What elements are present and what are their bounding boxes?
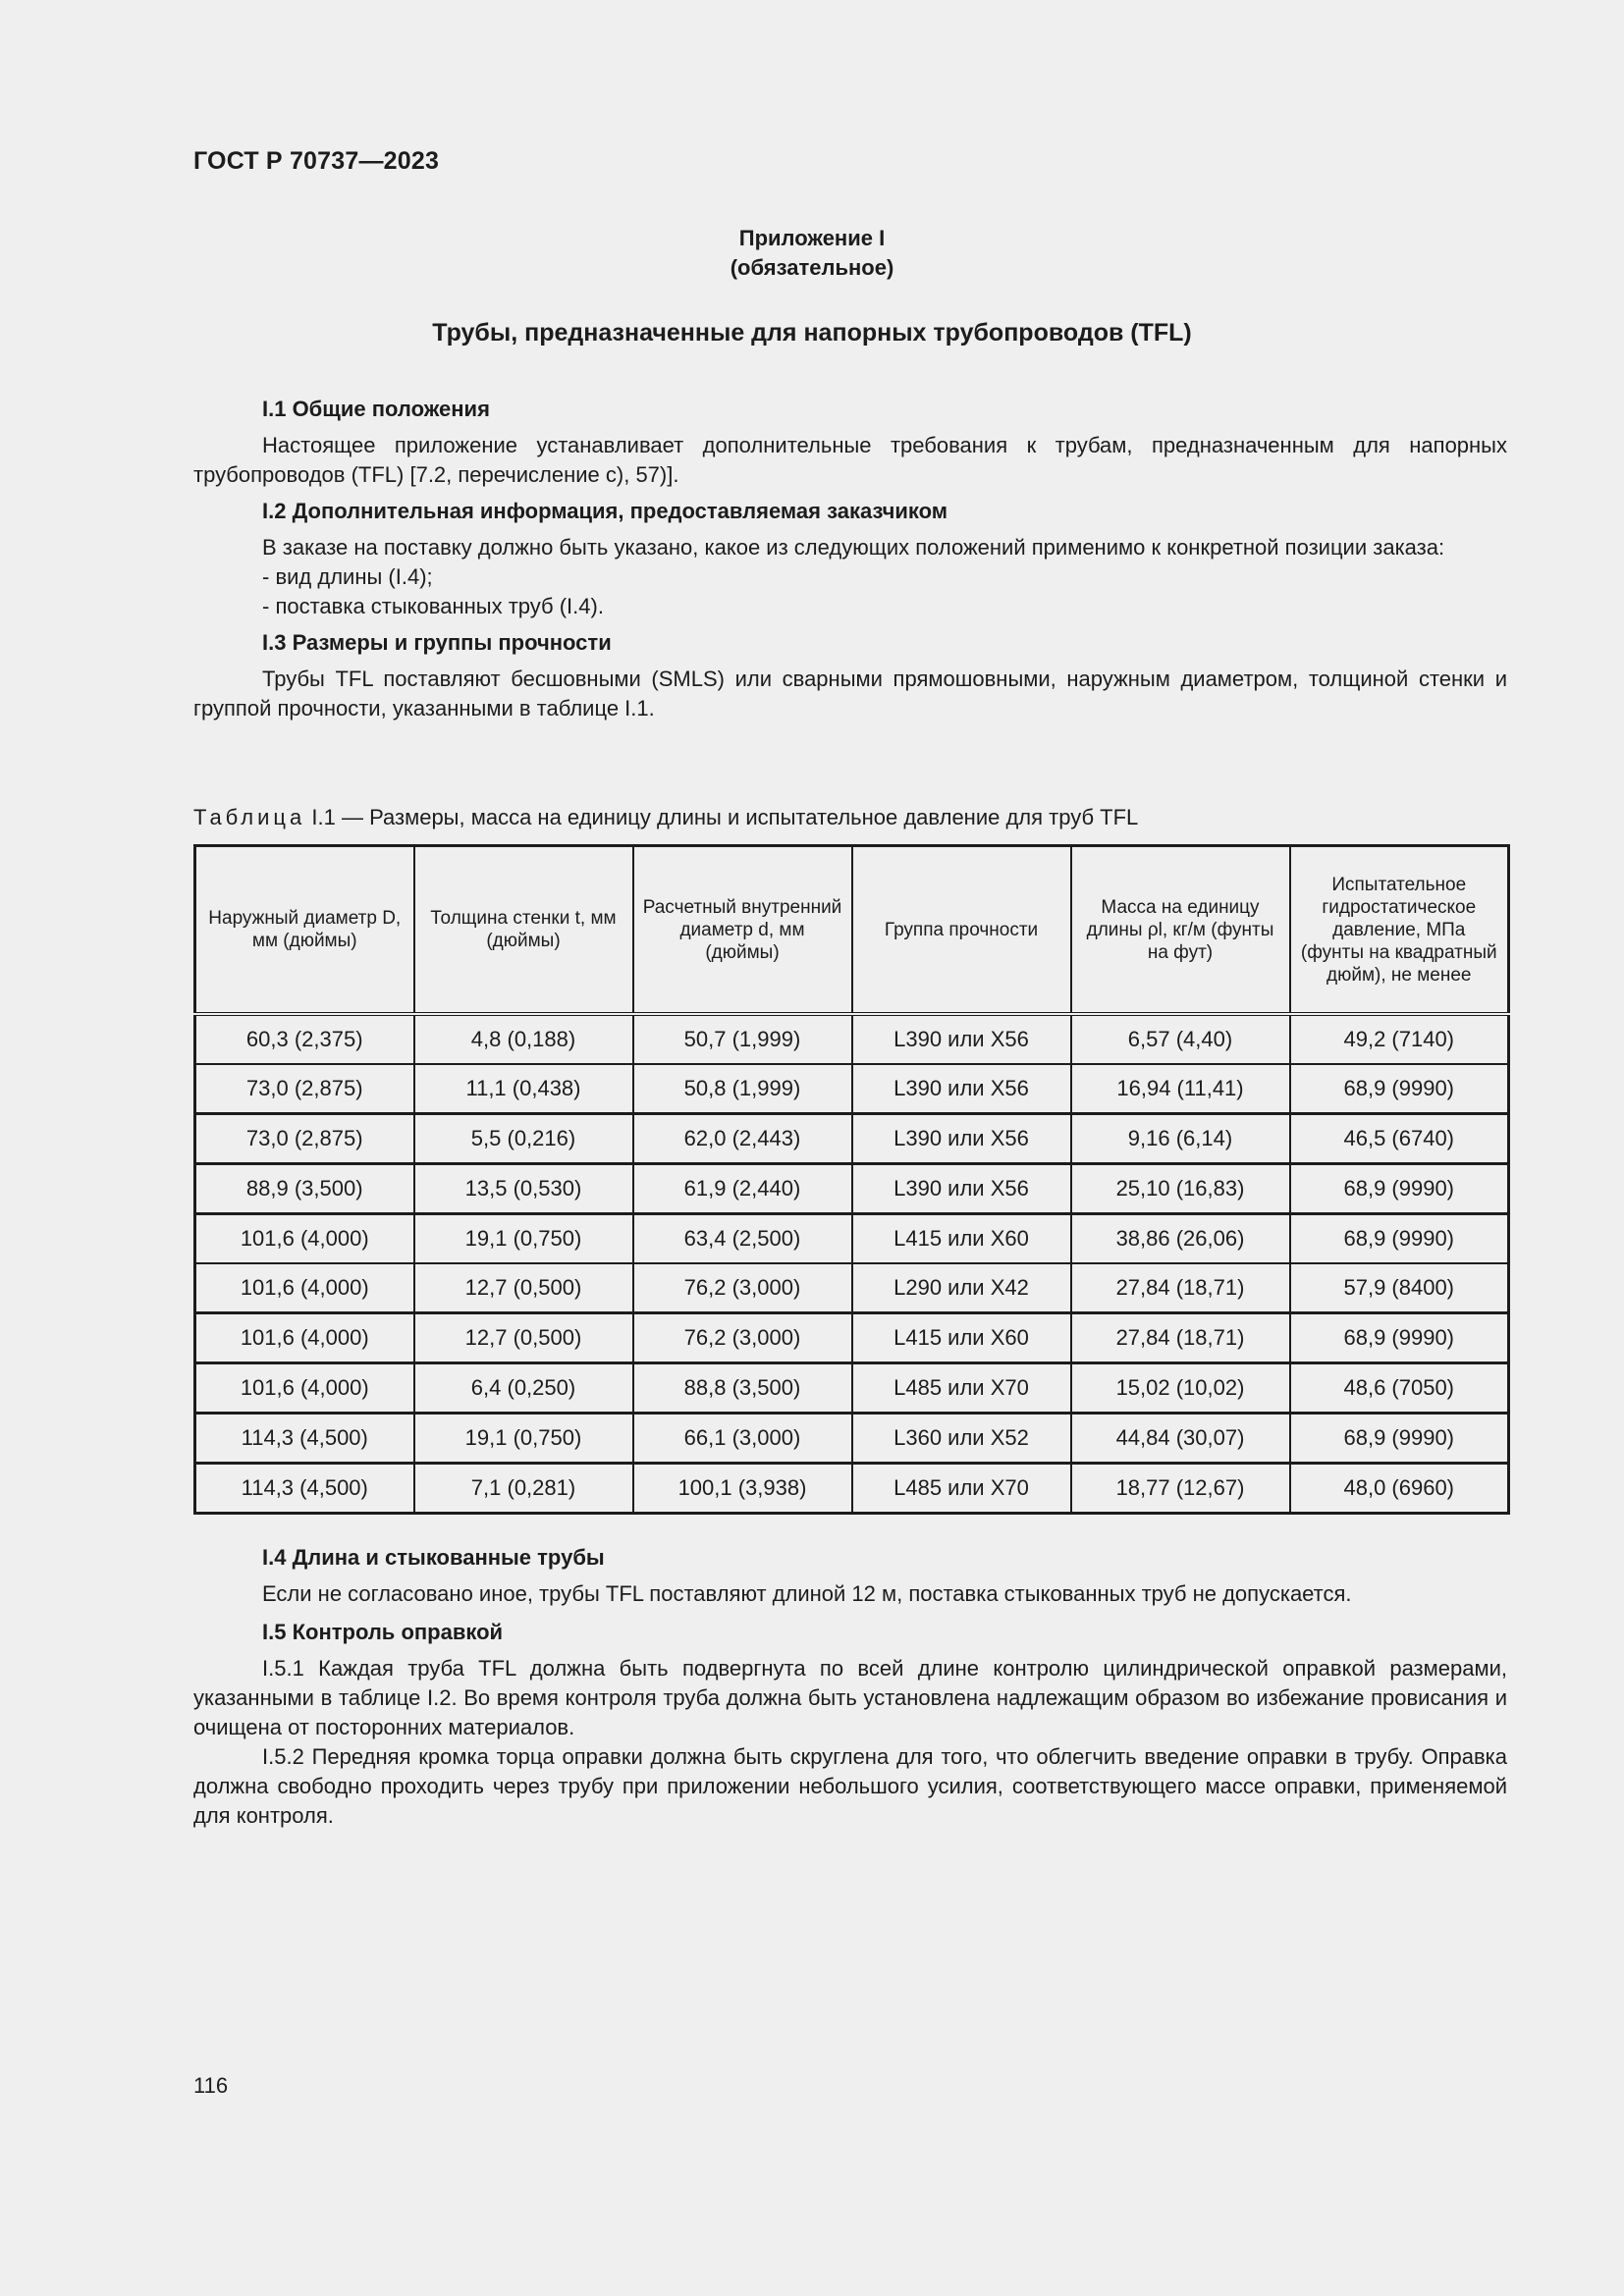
table-row <box>195 1363 1509 1414</box>
table-row <box>195 1263 1509 1313</box>
section-text-2: В заказе на поставку должно быть указано, какое из следующих положений применимо к конкретной позиции заказа: <box>262 535 1445 560</box>
table-cell: 62,0 (2,443) <box>633 1114 852 1164</box>
section-text-3: Трубы TFL поставляют бесшовными (SMLS) или сварными прямошовными, наружным диаметром, толщиной стенки и группой прочности, указанными в таблице I.1. <box>193 667 1507 721</box>
table-cell: 4,8 (0,188) <box>414 1014 633 1064</box>
appendix-title: Приложение I <box>738 226 886 250</box>
table-cell: 16,94 (11,41) <box>1071 1064 1290 1114</box>
column-header: Расчетный внутренний диаметр d, мм (дюймы) <box>633 846 852 1015</box>
table-cell: L485 или X70 <box>852 1464 1071 1514</box>
table-row <box>195 1164 1509 1214</box>
table-cell: 76,2 (3,000) <box>633 1313 852 1363</box>
table-cell: L390 или X56 <box>852 1164 1071 1214</box>
table-cell: 12,7 (0,500) <box>414 1263 633 1313</box>
table-row <box>195 1214 1509 1264</box>
table-row <box>195 1114 1509 1164</box>
pipe-dimensions-table <box>193 844 1510 1515</box>
table-cell: 101,6 (4,000) <box>195 1313 414 1363</box>
table-cell: 68,9 (9990) <box>1290 1064 1509 1114</box>
table-cell: 49,2 (7140) <box>1290 1014 1509 1064</box>
table-cell: 57,9 (8400) <box>1290 1263 1509 1313</box>
table-cell: 73,0 (2,875) <box>195 1114 414 1164</box>
page-number: 116 <box>193 2073 229 2098</box>
table-caption-text: I.1 — Размеры, масса на единицу длины и испытательное давление для труб TFL <box>305 805 1139 829</box>
appendix-title-block <box>0 224 1624 283</box>
table-cell: 6,57 (4,40) <box>1071 1014 1290 1064</box>
table-cell: 63,4 (2,500) <box>633 1214 852 1264</box>
section-heading-4: I.4 Длина и стыкованные трубы <box>262 1545 605 1570</box>
table-cell: 9,16 (6,14) <box>1071 1114 1290 1164</box>
table-cell: 38,86 (26,06) <box>1071 1214 1290 1264</box>
table-cell: 44,84 (30,07) <box>1071 1414 1290 1464</box>
section-text-5-2: I.5.2 Передняя кромка торца оправки должна быть скруглена для того, что облегчить введение оправки в трубу. Оправка должна свободно проходить через трубу при приложении небольшого усилия, соответствующего массе оправки, применяемой для контроля. <box>193 1744 1507 1828</box>
column-header: Толщина стенки t, мм (дюймы) <box>414 846 633 1015</box>
table-cell: L485 или X70 <box>852 1363 1071 1414</box>
table-row <box>195 1064 1509 1114</box>
table-cell: 19,1 (0,750) <box>414 1414 633 1464</box>
column-header: Группа прочности <box>852 846 1071 1015</box>
column-header: Масса на единицу длины ρl, кг/м (фунты на фут) <box>1071 846 1290 1015</box>
table-cell: 68,9 (9990) <box>1290 1313 1509 1363</box>
table-cell: L360 или X52 <box>852 1414 1071 1464</box>
section-heading-2: I.2 Дополнительная информация, предоставляемая заказчиком <box>262 499 948 523</box>
table-cell: L290 или X42 <box>852 1263 1071 1313</box>
table-cell: 114,3 (4,500) <box>195 1464 414 1514</box>
section-text-4: Если не согласовано иное, трубы TFL поставляют длиной 12 м, поставка стыкованных труб не допускается. <box>262 1581 1352 1606</box>
table-cell: 88,9 (3,500) <box>195 1164 414 1214</box>
table-cell: 114,3 (4,500) <box>195 1414 414 1464</box>
table-cell: 101,6 (4,000) <box>195 1263 414 1313</box>
table-cell: L415 или X60 <box>852 1313 1071 1363</box>
table-row <box>195 1014 1509 1064</box>
appendix-heading: Трубы, предназначенные для напорных трубопроводов (TFL) <box>432 319 1192 347</box>
table-caption-label: Таблица <box>193 805 306 829</box>
table-cell: 68,9 (9990) <box>1290 1414 1509 1464</box>
table-cell: 101,6 (4,000) <box>195 1363 414 1414</box>
list-item: - вид длины (I.4); <box>262 564 433 589</box>
column-header: Испытательное гидростатическое давление, МПа (фунты на квадратный дюйм), не менее <box>1290 846 1509 1015</box>
table-cell: 6,4 (0,250) <box>414 1363 633 1414</box>
document-id: ГОСТ Р 70737—2023 <box>193 147 440 175</box>
table-cell: 13,5 (0,530) <box>414 1164 633 1214</box>
table-cell: 61,9 (2,440) <box>633 1164 852 1214</box>
table-cell: 18,77 (12,67) <box>1071 1464 1290 1514</box>
column-header: Наружный диаметр D, мм (дюймы) <box>195 846 414 1015</box>
table-cell: 60,3 (2,375) <box>195 1014 414 1064</box>
table-cell: 50,7 (1,999) <box>633 1014 852 1064</box>
table-cell: 101,6 (4,000) <box>195 1214 414 1264</box>
table-caption <box>193 803 1138 832</box>
appendix-status: (обязательное) <box>730 255 894 280</box>
list-item: - поставка стыкованных труб (I.4). <box>262 594 604 618</box>
section-heading-5: I.5 Контроль оправкой <box>262 1620 504 1644</box>
table-cell: 19,1 (0,750) <box>414 1214 633 1264</box>
table-cell: 73,0 (2,875) <box>195 1064 414 1114</box>
table-cell: 68,9 (9990) <box>1290 1214 1509 1264</box>
table-cell: 11,1 (0,438) <box>414 1064 633 1114</box>
table-cell: 5,5 (0,216) <box>414 1114 633 1164</box>
table-cell: 88,8 (3,500) <box>633 1363 852 1414</box>
table-cell: 50,8 (1,999) <box>633 1064 852 1114</box>
table-cell: 48,6 (7050) <box>1290 1363 1509 1414</box>
table-cell: 25,10 (16,83) <box>1071 1164 1290 1214</box>
table-cell: 46,5 (6740) <box>1290 1114 1509 1164</box>
sections-bottom <box>193 1543 1507 1831</box>
table-cell: 27,84 (18,71) <box>1071 1263 1290 1313</box>
table-cell: L390 или X56 <box>852 1064 1071 1114</box>
table-row <box>195 1464 1509 1514</box>
sections-top <box>193 395 1507 723</box>
table-cell: 100,1 (3,938) <box>633 1464 852 1514</box>
section-heading-1: I.1 Общие положения <box>262 397 490 421</box>
table-cell: L415 или X60 <box>852 1214 1071 1264</box>
table-cell: L390 или X56 <box>852 1114 1071 1164</box>
table-cell: 15,02 (10,02) <box>1071 1363 1290 1414</box>
section-heading-3: I.3 Размеры и группы прочности <box>262 630 612 655</box>
table-cell: 27,84 (18,71) <box>1071 1313 1290 1363</box>
section-text-1: Настоящее приложение устанавливает дополнительные требования к трубам, предназначенным для напорных трубопроводов (TFL) [7.2, перечисление с), 57)]. <box>193 433 1507 487</box>
table-cell: 68,9 (9990) <box>1290 1164 1509 1214</box>
table-cell: 12,7 (0,500) <box>414 1313 633 1363</box>
table-cell: L390 или X56 <box>852 1014 1071 1064</box>
table-cell: 7,1 (0,281) <box>414 1464 633 1514</box>
table-header-row <box>195 846 1509 1015</box>
table-row <box>195 1313 1509 1363</box>
table-body <box>195 1014 1509 1514</box>
table-cell: 48,0 (6960) <box>1290 1464 1509 1514</box>
table-cell: 76,2 (3,000) <box>633 1263 852 1313</box>
section-text-5-1: I.5.1 Каждая труба TFL должна быть подвергнута по всей длине контролю цилиндрической оправкой размерами, указанными в таблице I.2. Во время контроля труба должна быть установлена надлежащим образом во избежание провисания и очищена от посторонних материалов. <box>193 1656 1507 1739</box>
table-row <box>195 1414 1509 1464</box>
table-cell: 66,1 (3,000) <box>633 1414 852 1464</box>
